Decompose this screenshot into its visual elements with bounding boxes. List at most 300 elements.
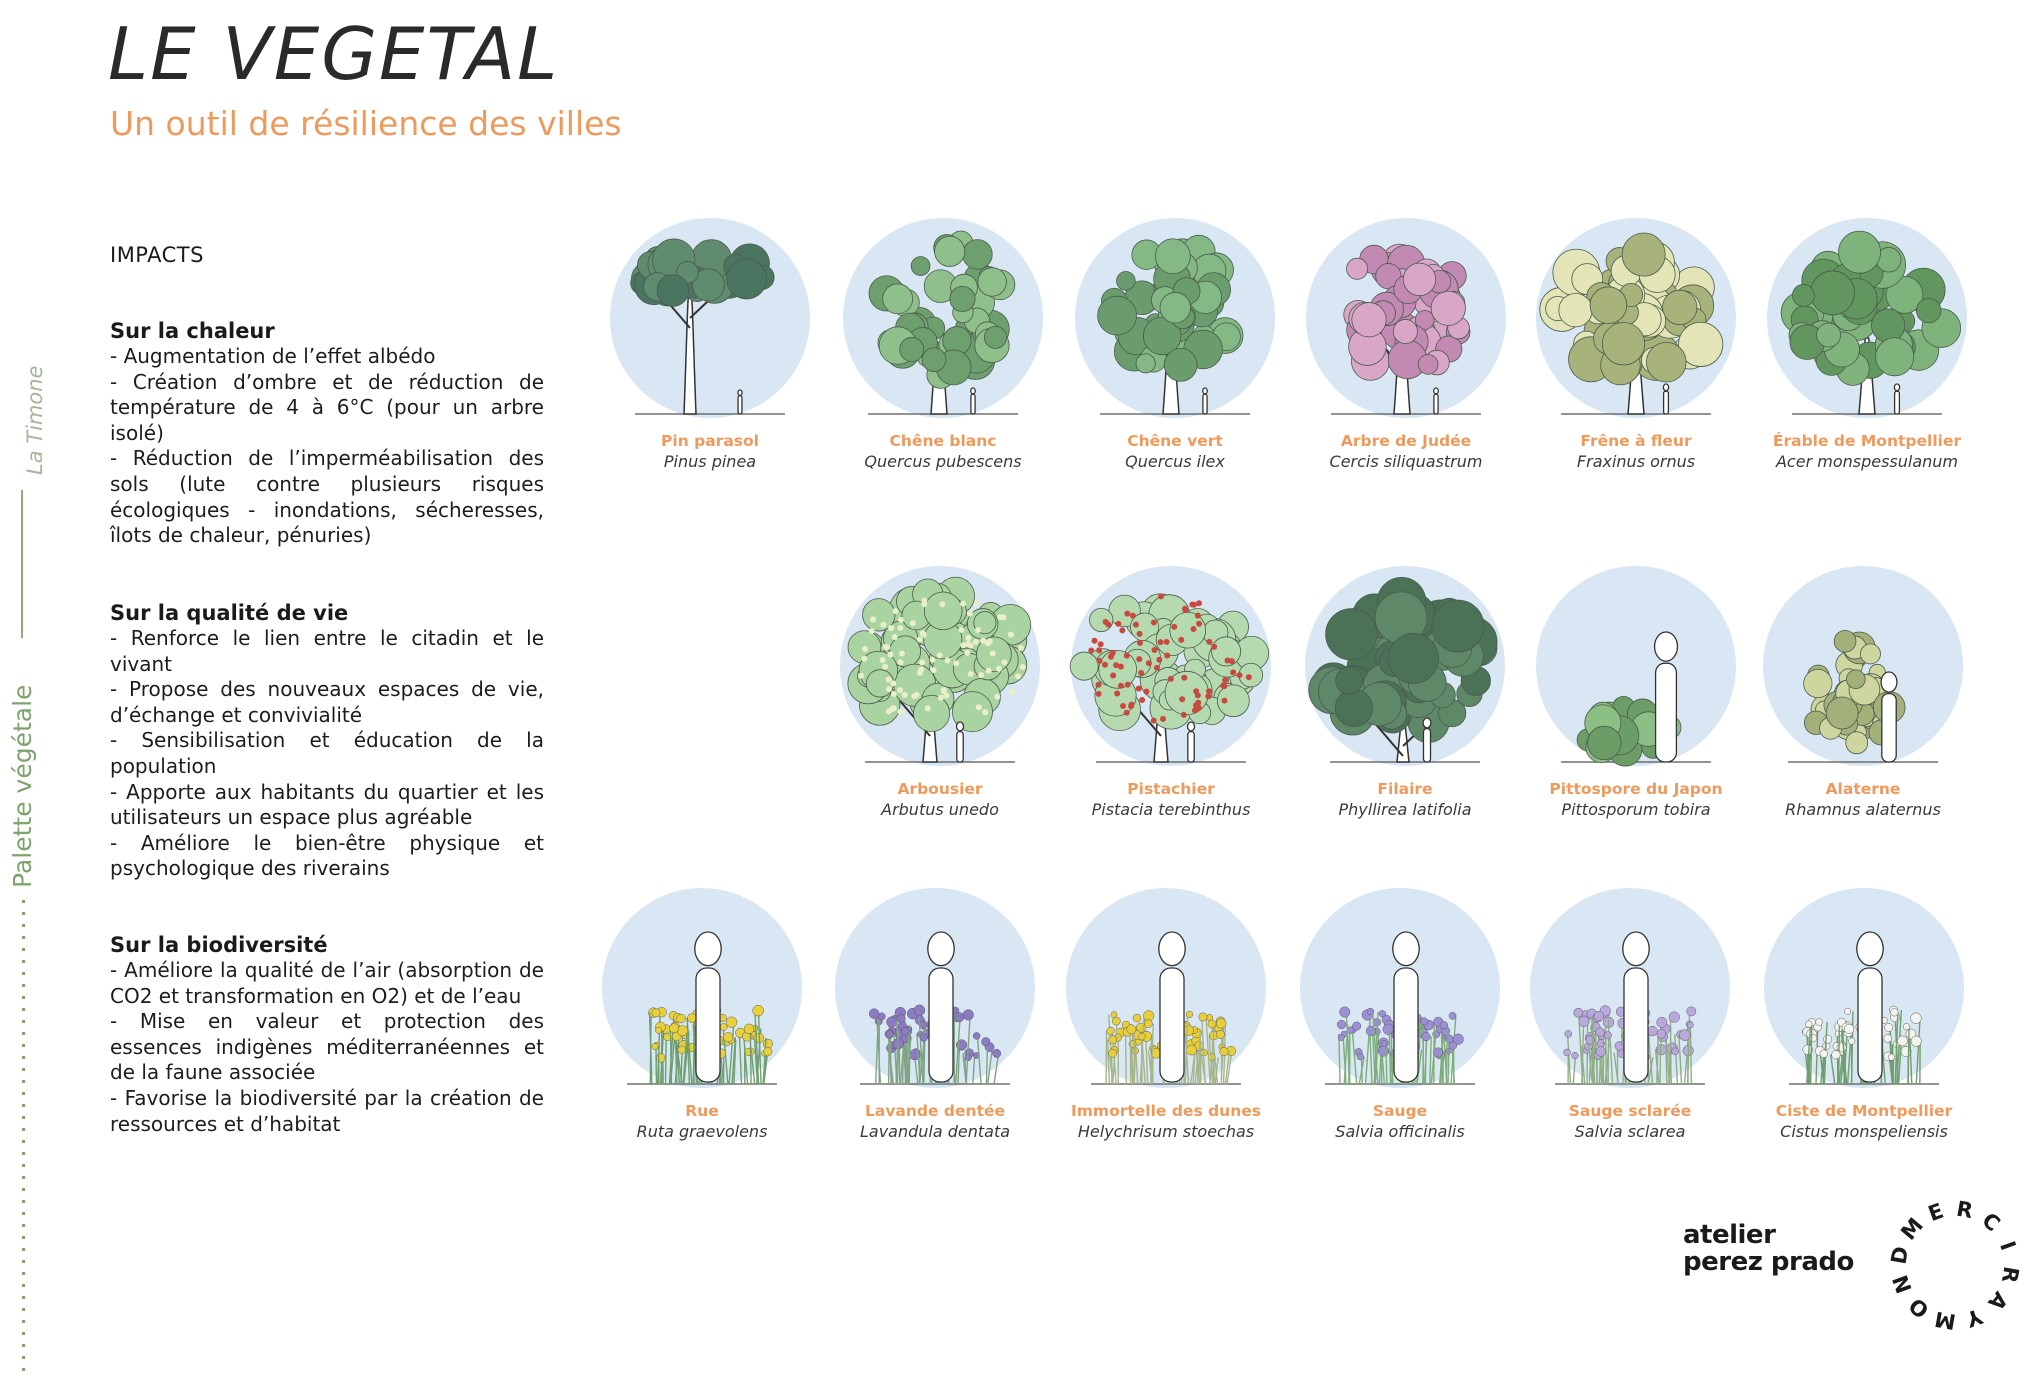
plant-latin-name: Cercis siliquastrum [1329,452,1483,471]
flower-dot [1128,703,1134,709]
flower-dot [1009,689,1015,695]
flower-dot [1160,716,1166,722]
tree-trunk [684,288,696,414]
flower-dot [869,628,875,634]
flower-head [1138,1033,1145,1040]
plant-name: Filaire [1377,780,1433,798]
foliage-blob [900,337,924,361]
flower-dot [1124,653,1130,659]
flower-dot [1118,664,1124,670]
flower-head [1183,1026,1193,1036]
plant-latin-name: Rhamnus alaternus [1785,800,1941,819]
flower-head [1657,1029,1666,1038]
flower-dot [1182,606,1188,612]
foliage-blob [1834,630,1856,652]
foliage-blob [1099,650,1137,688]
plant-name: Sauge [1372,1102,1428,1120]
flower-dot [886,708,892,714]
plant-stem [1573,1056,1575,1084]
foliage-blob [883,284,913,314]
flower-dot [1000,614,1006,620]
plant-stem [671,1028,672,1084]
foliage-blob [963,240,993,270]
flower-dot [1096,647,1102,653]
person-body [971,394,975,414]
flower-head [897,1014,905,1022]
flower-head [1216,1018,1226,1028]
person-head [738,390,742,395]
plant-stem [1608,1011,1609,1084]
plant-illustration [823,218,1063,438]
flower-dot [1115,621,1121,627]
foliage-blob [1590,287,1627,324]
plant-stem [666,1037,667,1084]
impact-section-title: Sur la chaleur [110,319,275,343]
flower-dot [968,643,974,649]
foliage-blob [1846,670,1865,689]
person-body [1160,968,1184,1082]
flower-dot [1151,620,1157,626]
flower-dot [941,687,947,693]
foliage-blob [1871,309,1904,342]
flower-dot [920,630,926,636]
flower-dot [1171,624,1177,630]
flower-dot [1096,691,1102,697]
flower-dot [1236,672,1242,678]
flower-dot [917,636,923,642]
plant-latin-name: Fraxinus ornus [1576,452,1696,471]
impact-line: - Sensibilisation et éducation de la population [110,728,544,778]
flower-dot [1136,686,1142,692]
flower-dot [937,652,943,658]
plant-illustration [1744,888,1984,1108]
person-body [957,732,963,762]
flower-head [763,1039,772,1048]
foliage-blob [1403,263,1436,296]
logo-line: atelier [1683,1220,1776,1250]
flower-dot [1158,593,1164,599]
foliage-blob [1155,239,1190,274]
plant-name: Pin parasol [661,432,759,450]
flower-head [726,1017,737,1028]
flower-dot [1143,688,1149,694]
flower-dot [1130,613,1136,619]
flower-dot [1191,626,1197,632]
plant-latin-name: Arbutus unedo [881,800,999,819]
plant-latin-name: Quercus ilex [1125,452,1225,471]
side-section-title: Palette végétale [8,684,37,888]
flower-dot [1018,645,1024,651]
plant-illustration [1046,888,1286,1108]
flower-dot [1096,682,1102,688]
flower-dot [1092,638,1098,644]
plant-stem [1130,1032,1131,1084]
flower-head [678,1046,686,1054]
flower-head [878,1013,885,1020]
flower-head [1820,1050,1828,1058]
plant-illustration [1286,218,1526,438]
flower-dot [967,611,973,617]
flower-dot [1206,639,1212,645]
person-body [1656,663,1677,762]
flower-head [1596,1028,1605,1037]
plant-stem [1349,1030,1350,1084]
flower-dot [918,666,924,672]
flower-head [901,1027,909,1035]
flower-dot [939,601,945,607]
plant-illustration [1516,566,1756,786]
person-body [1203,394,1207,414]
flower-dot [1195,692,1201,698]
plant-latin-name: Salvia sclarea [1574,1122,1686,1141]
logo-letter: E [1924,1198,1947,1227]
flower-head [1669,1012,1680,1023]
flower-head [1381,1040,1387,1046]
flower-dot [891,691,897,697]
foliage-blob [1792,284,1814,306]
impact-section-quality [110,600,544,882]
plant-stem [1675,1035,1678,1084]
flower-head [1186,1011,1193,1018]
flower-dot [897,625,903,631]
plant-illustration [1516,218,1756,438]
flower-head [1897,1036,1907,1046]
person-body [1394,968,1418,1082]
flower-dot [958,627,964,633]
flower-head [955,1012,964,1021]
flower-head [1383,1024,1393,1034]
foliage-blob [1335,689,1372,726]
flower-dot [886,677,892,683]
foliage-blob [1663,290,1697,324]
foliage-blob [1876,338,1914,376]
flower-dot [1246,674,1252,680]
plant-stem [1366,1015,1371,1084]
flower-head [1107,1027,1115,1035]
flower-dot [964,650,970,656]
flower-head [1885,1023,1893,1031]
flower-head [1445,1048,1451,1054]
flower-dot [1097,658,1103,664]
flower-head [1604,1032,1611,1039]
plant-stem [1610,1035,1613,1084]
flower-dot [1133,622,1139,628]
flower-head [1823,1035,1831,1043]
foliage-blob [1336,667,1363,694]
plant-name: Frêne à fleur [1580,432,1692,450]
foliage-blob [978,268,1007,297]
flower-head [1216,1030,1224,1038]
person-head [1623,932,1649,966]
flower-dot [1221,698,1227,704]
flower-dot [1008,631,1014,637]
plant-stem [978,1036,982,1084]
impact-section-title: Sur la biodiversité [110,933,328,957]
flower-dot [1189,602,1195,608]
impact-line: - Création d’ombre et de réduction de température de 4 à 6°C (pour un arbre isolé) [110,369,544,445]
flower-dot [1179,696,1185,702]
plant-stem [1443,1052,1444,1084]
flower-head [1186,1045,1196,1055]
flower-head [1208,1020,1216,1028]
flower-head [1596,1047,1606,1057]
plant-stem [1108,1040,1110,1084]
logo-letter: R [1996,1264,2024,1285]
person-head [1881,672,1897,692]
flower-head [1848,1038,1855,1045]
plant-latin-name: Helychrisum stoechas [1077,1122,1255,1141]
flower-dot [1137,631,1143,637]
plant-illustration [815,888,1055,1108]
page-title: LE VEGETAL [108,12,560,96]
flower-dot [974,600,980,606]
logo-letter: A [1983,1287,2013,1315]
plant-name: Arbre de Judée [1340,432,1472,450]
flower-dot [1168,676,1174,682]
flower-dot [886,686,892,692]
person-head [1894,384,1899,391]
flower-dot [1001,659,1007,665]
logo-letter: N [1888,1271,1917,1297]
foliage-blob [1098,296,1137,335]
plant-illustration [820,566,1060,786]
flower-head [655,1027,661,1033]
flower-dot [887,652,893,658]
foliage-blob [1559,293,1592,326]
person-body [1434,394,1438,414]
flower-dot [1105,622,1111,628]
flower-dot [1136,656,1142,662]
flower-head [1911,1013,1922,1024]
plant-name: Pistachier [1127,780,1215,798]
foliage-blob [922,348,946,372]
flower-dot [1124,710,1130,716]
flower-dot [890,680,896,686]
flower-head [656,1053,665,1062]
foliage-blob [1352,303,1386,337]
impact-line: - Améliore le bien-être physique et psychologique des riverains [110,830,544,881]
flower-dot [1181,675,1187,681]
flower-dot [910,620,916,626]
flower-head [1816,1019,1823,1026]
plant-name: Sauge sclarée [1568,1102,1692,1120]
flower-head [1112,1017,1120,1025]
logo-letter: C [1977,1207,2005,1237]
impact-section-biodiversity [110,932,544,1137]
plant-stem [1423,1021,1424,1084]
person-body [1624,968,1648,1082]
person-body [696,968,720,1082]
foliage-blob [657,275,689,307]
logo-letter: D [1886,1244,1914,1266]
flower-head [869,1009,879,1019]
plant-name: Rue [685,1102,719,1120]
plant-illustration [1285,566,1525,786]
plant-name: Ciste de Montpellier [1775,1102,1953,1120]
foliage-blob [1117,271,1136,290]
plant-stem [988,1047,993,1084]
foliage-blob [984,326,1006,348]
foliage-blob [1810,271,1854,315]
flower-head [764,1047,773,1056]
flower-dot [882,664,888,670]
flower-head [1340,1007,1350,1017]
flower-head [1657,1017,1667,1027]
plant-illustration [1055,218,1295,438]
flower-dot [938,695,944,701]
plant-stem [973,1055,975,1084]
plant-name: Chêne blanc [889,432,997,450]
flower-dot [893,608,899,614]
person-body [1188,732,1194,762]
flower-head [1805,1021,1812,1028]
flower-dot [1110,672,1116,678]
flower-head [1220,1047,1228,1055]
flower-dot [1110,650,1116,656]
plant-name: Lavande dentée [864,1102,1005,1120]
flower-head [1574,1008,1583,1017]
flower-head [1111,1012,1117,1018]
plant-stem [994,1053,999,1084]
flower-dot [1102,662,1108,668]
person-body [1895,391,1900,414]
foliage-blob [1916,298,1941,323]
foliage-blob [1602,323,1645,366]
flower-dot [1124,611,1130,617]
impact-line: - Améliore la qualité de l’air (absorption de CO2 et transformation en O2) et de l’eau [110,958,544,1008]
flower-dot [930,657,936,663]
foliage-blob [913,695,949,731]
person-head [1203,388,1208,394]
plant-illustration [1510,888,1750,1108]
flower-dot [902,692,908,698]
flower-head [1108,1049,1116,1057]
foliage-blob [935,236,965,266]
flower-head [1903,1023,1910,1030]
flower-head [982,1037,991,1046]
flower-head [1648,1026,1658,1036]
flower-head [1844,1008,1850,1014]
person-head [695,932,721,966]
plant-latin-name: Pinus pinea [663,452,757,471]
plant-latin-name: Lavandula dentata [859,1122,1011,1141]
plant-illustration [1743,566,1983,786]
impact-line: - Favorise la biodiversité par la création de ressources et d’habitat [110,1085,544,1136]
flower-dot [1211,644,1217,650]
flower-dot [1120,703,1126,709]
flower-head [652,1043,658,1049]
impact-section-title: Sur la qualité de vie [110,601,349,625]
person-head [1423,718,1431,728]
flower-dot [1088,647,1094,653]
flower-head [1884,1034,1892,1042]
flower-dot [1139,697,1145,703]
plant-stem [1339,1034,1340,1084]
flower-dot [965,635,971,641]
flower-head [1911,1036,1921,1046]
side-dotted-line [22,900,25,1380]
flower-head [963,1010,974,1021]
person-head [1159,932,1185,966]
flower-head [886,1031,893,1038]
flower-head [1888,1054,1895,1061]
flower-dot [892,634,898,640]
flower-dot [921,597,927,603]
flower-dot [1125,682,1131,688]
flower-head [1422,1032,1431,1041]
plant-latin-name: Phyllirea latifolia [1338,800,1472,819]
flower-dot [1181,712,1187,718]
person-body [1423,729,1430,762]
flower-dot [1138,670,1144,676]
flower-dot [888,625,894,631]
flower-head [1844,1024,1854,1034]
foliage-blob [1588,726,1622,760]
flower-dot [996,666,1002,672]
plant-latin-name: Pittosporum tobira [1561,800,1711,819]
flower-head [993,1049,1001,1057]
impact-line: - Renforce le lien entre le citadin et le vivant [110,626,544,676]
flower-head [1679,1030,1690,1041]
flower-dot [985,640,991,646]
plant-stem [739,1033,741,1084]
flower-dot [1114,690,1120,696]
logo-letter: M [1932,1306,1958,1334]
flower-dot [968,671,974,677]
flower-dot [975,627,981,633]
impacts-heading: IMPACTS [110,243,204,267]
impact-line: - Apporte aux habitants du quartier et les utilisateurs un espace plus agréable [110,779,544,830]
flower-head [887,1017,898,1028]
plant-stem [751,1052,754,1084]
flower-dot [870,617,876,623]
flower-dot [1020,664,1026,670]
plant-latin-name: Salvia officinalis [1335,1122,1465,1141]
flower-head [687,1014,696,1023]
page-subtitle: Un outil de résilience des villes [110,104,622,143]
plant-illustration [1280,888,1520,1108]
impact-line: - Mise en valeur et protection des essences indigènes méditerranéennes et de la faune associée [110,1009,544,1085]
flower-dot [861,656,867,662]
flower-dot [1178,637,1184,643]
flower-dot [925,705,931,711]
logo-letter: M [1896,1213,1929,1245]
flower-head [723,1032,733,1042]
logo-letter: R [1954,1196,1975,1224]
plant-latin-name: Pistacia terebinthus [1091,800,1251,819]
flower-head [1449,1042,1457,1050]
person-head [1857,932,1883,966]
flower-dot [1222,677,1228,683]
person-head [1655,632,1678,661]
flower-head [1687,1022,1693,1028]
side-divider [21,490,23,638]
flower-head [1199,1013,1207,1021]
plant-stem [1690,1025,1691,1084]
person-head [1434,388,1439,394]
flower-dot [1137,640,1143,646]
flower-dot [1151,718,1157,724]
flower-head [1357,1053,1364,1060]
flower-dot [960,601,966,607]
flower-head [920,1034,928,1042]
flower-dot [914,692,920,698]
person-body [929,968,953,1082]
flower-dot [858,673,864,679]
foliage-blob [1622,233,1665,276]
plant-name: Érable de Montpellier [1772,432,1962,450]
plant-illustration [590,218,830,438]
